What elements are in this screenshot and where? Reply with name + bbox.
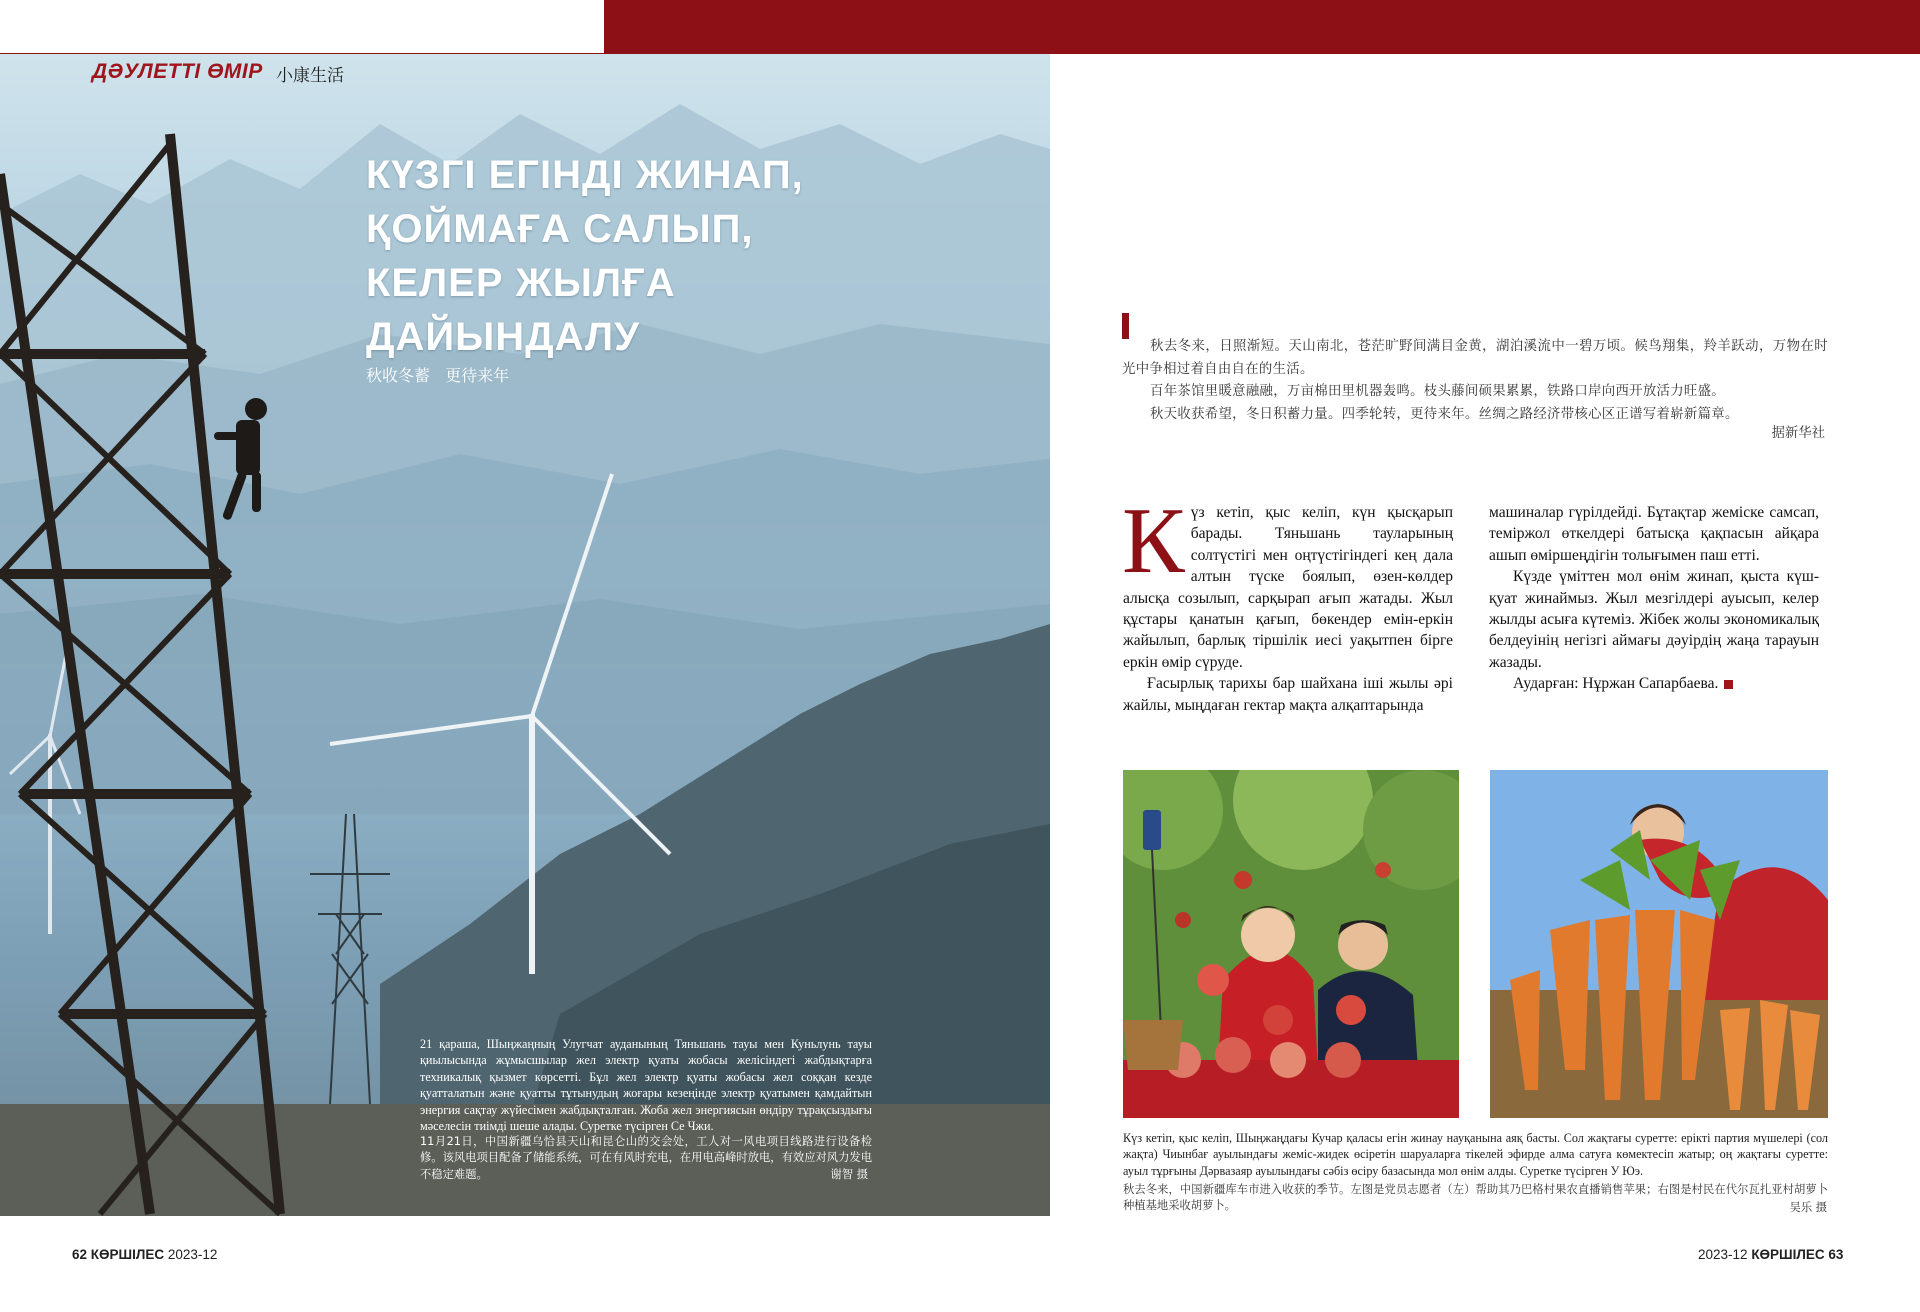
drop-cap: К xyxy=(1122,489,1185,593)
translator-credit: Аударған: Нұржан Сапарбаева. xyxy=(1513,675,1719,693)
cn-intro-paragraph: 百年茶馆里暖意融融，万亩棉田里机器轰鸣。枝头藤间硕果累累，铁路口岸向西开放活力旺盛。 xyxy=(1150,384,1726,400)
page-number: 62 xyxy=(72,1247,88,1262)
article-paragraph: машиналар гүрілдейді. Бұтақтар жеміске самсап, теміржол өткелдері батысқа қақпасын айқара ашып өміршеңдігін толығымен паш етті. xyxy=(1489,504,1819,564)
article-column-2 xyxy=(1489,502,1819,695)
cn-source: 据新华社 xyxy=(1771,426,1825,441)
carrot-harvest-photo xyxy=(1490,770,1828,1118)
top-color-band xyxy=(604,0,1920,54)
photo-credit: 谢智 摄 xyxy=(830,1168,868,1181)
photo-credit: 吴乐 摄 xyxy=(1789,1201,1827,1214)
article-column-1 xyxy=(1122,489,1453,716)
issue-number: 2023-12 xyxy=(167,1247,218,1262)
page-number: 63 xyxy=(1828,1247,1844,1262)
translator-line xyxy=(1489,673,1819,694)
left-folio xyxy=(72,1247,217,1262)
article-paragraph: Ғасырлық тарихы бар шайхана іші жылы әрі жайлы, мыңдаған гектар мақта алқаптарында xyxy=(1123,675,1453,714)
article-paragraph xyxy=(1122,489,1453,673)
cn-intro-paragraph: 秋天收获希望，冬日积蓄力量。四季轮转，更待来年。丝绸之路经济带核心区正谱写着崭新篇章。 xyxy=(1150,406,1739,422)
end-mark xyxy=(1724,680,1733,689)
section-label: ДӘУЛЕТТІ ӨМІР xyxy=(92,60,263,83)
issue-number: 2023-12 xyxy=(1698,1247,1748,1262)
apple-sellers-illustration xyxy=(1123,770,1459,1118)
cn-intro xyxy=(1122,336,1828,426)
photo-caption-cn: 11月21日，中国新疆乌恰县天山和昆仑山的交会处，工人对一风电项目线路进行设备检修。该风电项目配备了储能系统，可在有风时充电，在用电高峰时放电，有效应对风力发电不稳定难题。 xyxy=(420,1135,872,1181)
article-paragraph: Күзде үміттен мол өнім жинап, қыста күш-қуат жинаймыз. Жыл мезгілдері ауысып, келер жылды асыға күтеміз. Жібек жолы экономикалық белдеуінің негізгі аймағы дәуірдің жаңа тарауын жазады. xyxy=(1489,568,1819,671)
magazine-name: КӨРШІЛЕС xyxy=(1751,1247,1825,1262)
photo-caption-cn: 秋去冬来，中国新疆库车市进入收获的季节。左图是党员志愿者（左）帮助其乃巴格村果农直播销售苹果；右图是村民在代尔瓦扎亚村胡萝卜种植基地采收胡萝卜。 xyxy=(1123,1183,1828,1213)
article-title: КҮЗГІ ЕГІНДІ ЖИНАП, ҚОЙМАҒА САЛЫП, КЕЛЕР ЖЫЛҒА ДАЙЫНДАЛУ xyxy=(366,153,804,359)
section-label-cn: 小康生活 xyxy=(276,66,344,86)
cn-intro-paragraph: 秋去冬来，日照渐短。天山南北，苍茫旷野间满目金黄，湖泊溪流中一碧万顷。候鸟翔集，羚羊跃动，万物在时光中争相过着自由自在的生活。 xyxy=(1122,339,1828,377)
magazine-name: КӨРШІЛЕС xyxy=(90,1247,165,1262)
photo-caption-kz: 21 қараша, Шыңжаңның Улугчат ауданының Тяньшань тауы мен Куньлунь тауы қиылысында жұмысшылар жел электр қуаты жобасы желісіндегі жабдықтарға техникалық қызмет көрсетті. Бұл жел электр қуаты жобасы жел соққан кезде қуатталатын және қуатты тұтынудың жоғары кезеңінде электр қуатымен қамдайтын энергия сақтау жүйесімен жабдықталған. Жоба жел энергиясын өндіру тұрақсыздығы мәселесін тиімді шеше алады. Суретке түсірген Се Чжи. xyxy=(420,1037,872,1134)
paragraph-text: үз кетіп, қыс келіп, күн қысқарып барады. Тяньшань тауларының солтүстігі мен оңтүстігіндегі кең дала алтын түске боялып, өзен-көлдер алысқа созылып, сарқырап ағып жатады. Жыл құстары қанатын қағып, бөкендер емін-еркін жайылып, барлық тіршілік иесі уақытпен бірге еркін өмір сүруде. xyxy=(1123,504,1453,671)
apple-harvest-photo xyxy=(1123,770,1459,1118)
photo-caption-kz: Күз кетіп, қыс келіп, Шыңжаңдағы Кучар қаласы егін жинау науқанына аяқ басты. Сол жақтағы суретте: ерікті партия мүшелері (сол жақта) Чиынбағ ауылындағы жеміс-жидек өсіретін шаруаларға тікелей эфирде алма сатуға көмектесіп жатыр; оң жақтағы суретте: ауыл тұрғыны Дәрвазаяр ауылындағы сәбіз өсіру базасында мол өнім алды. Суретке түсірген У Юэ. xyxy=(1123,1131,1828,1178)
right-folio xyxy=(1698,1247,1843,1262)
carrot-harvest-illustration xyxy=(1490,770,1828,1118)
article-subtitle-cn: 秋收冬蓄 更待来年 xyxy=(366,366,510,385)
